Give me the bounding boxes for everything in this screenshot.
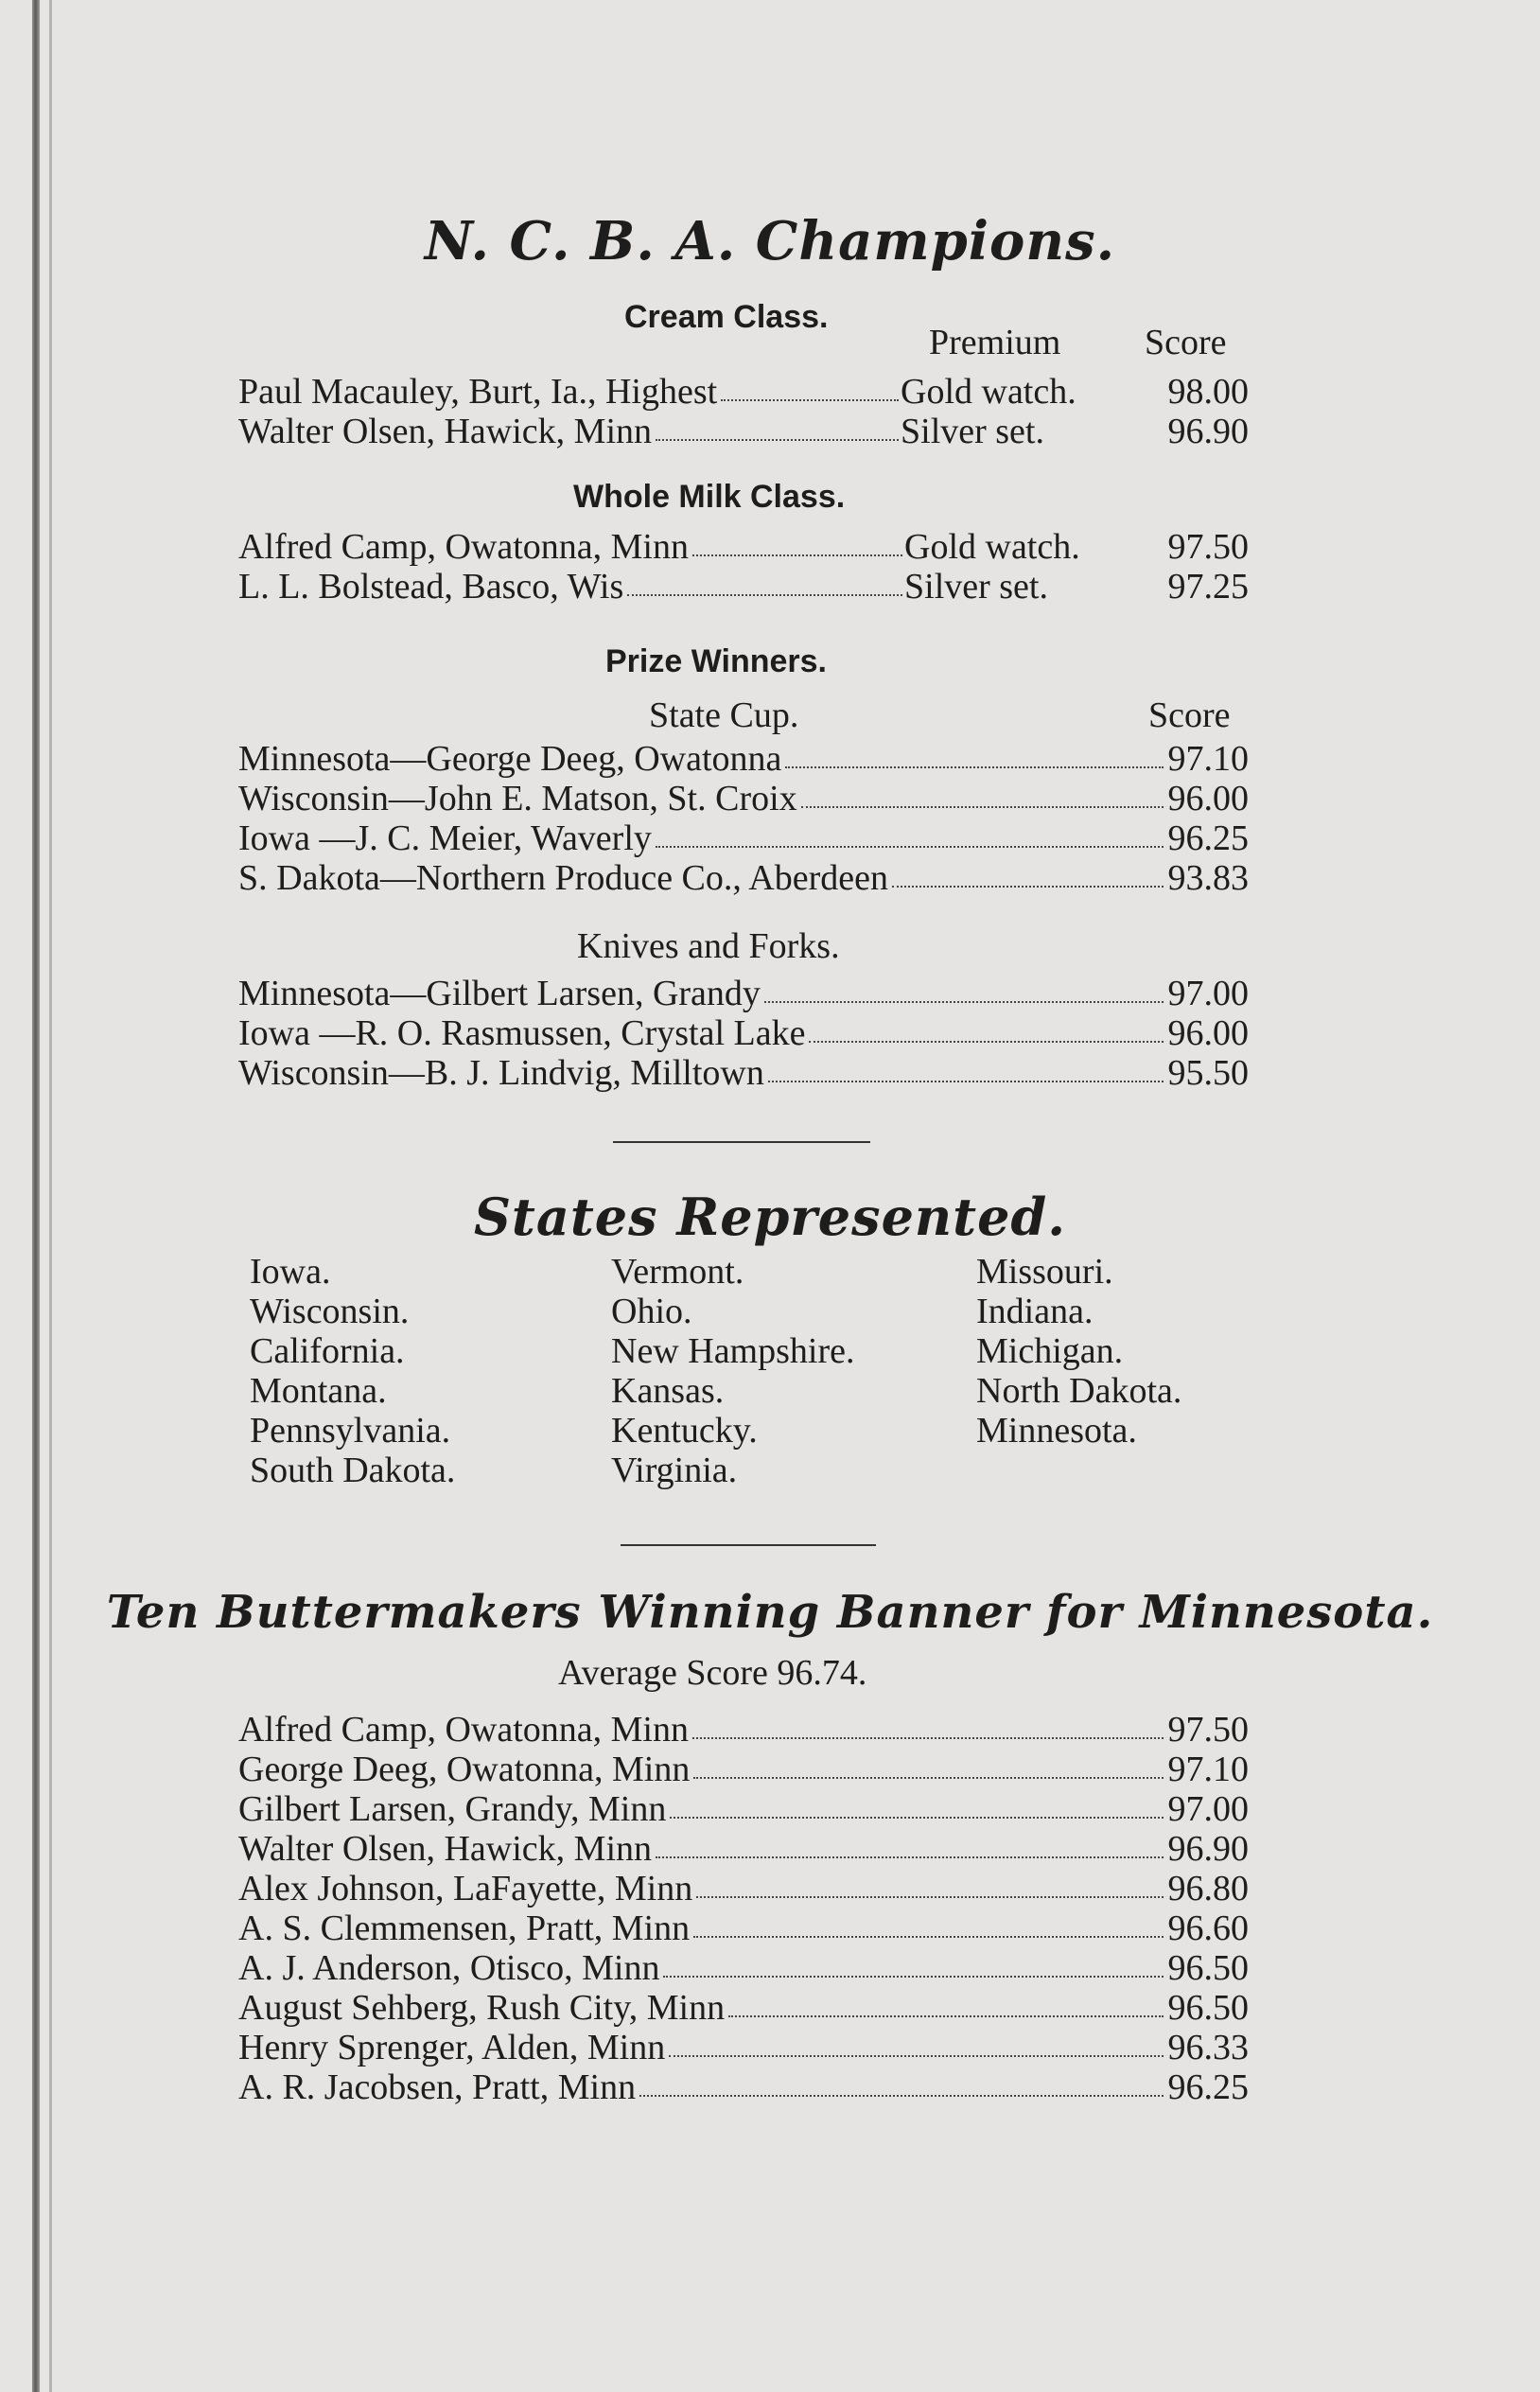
entry-name: Iowa —J. C. Meier, Waverly xyxy=(238,818,652,858)
list-item xyxy=(238,1788,1249,1832)
list-item xyxy=(238,1749,1249,1792)
average-score: Average Score 96.74. xyxy=(558,1653,867,1693)
state-item: Kentucky. xyxy=(611,1411,758,1451)
score-column-header: Score xyxy=(1145,323,1227,362)
list-item xyxy=(238,1987,1249,2031)
entry-score: 96.90 xyxy=(1167,412,1249,451)
state-cup-label: State Cup. xyxy=(649,695,799,735)
state-item: California. xyxy=(250,1331,405,1371)
entry-score: 96.00 xyxy=(1167,779,1249,818)
entry-premium: Gold watch. xyxy=(901,372,1076,412)
dot-leader xyxy=(696,1896,1164,1898)
state-item: Wisconsin. xyxy=(250,1292,410,1331)
entry-name: Minnesota—Gilbert Larsen, Grandy xyxy=(238,974,761,1013)
dot-leader xyxy=(663,1976,1164,1978)
dot-leader xyxy=(892,886,1164,888)
entry-score: 96.50 xyxy=(1167,1948,1249,1988)
entry-score: 97.25 xyxy=(1167,567,1249,607)
state-item: North Dakota. xyxy=(976,1371,1182,1411)
entry-name: Wisconsin—John E. Matson, St. Croix xyxy=(238,779,797,818)
entry-score: 97.00 xyxy=(1167,1789,1249,1829)
entry-score: 97.50 xyxy=(1167,1710,1249,1750)
ten-buttermakers-title: Ten Buttermakers Winning Banner for Minnesota. xyxy=(106,1586,1434,1639)
entry-score: 98.00 xyxy=(1167,372,1249,412)
entry-score: 96.50 xyxy=(1167,1988,1249,2028)
list-item xyxy=(238,857,1249,901)
state-item: Indiana. xyxy=(976,1292,1094,1331)
list-item xyxy=(238,1908,1249,1951)
dot-leader xyxy=(656,1856,1164,1858)
dot-leader xyxy=(692,1737,1164,1739)
entry-name: George Deeg, Owatonna, Minn xyxy=(238,1750,691,1789)
entry-score: 96.25 xyxy=(1167,818,1249,858)
entry-score: 96.33 xyxy=(1167,2028,1249,2067)
states-represented-title: States Represented. xyxy=(473,1187,1067,1247)
state-item: New Hampshire. xyxy=(611,1331,855,1371)
list-item xyxy=(238,818,1249,861)
entry-name: A. S. Clemmensen, Pratt, Minn xyxy=(238,1908,691,1948)
dot-leader xyxy=(809,1041,1164,1043)
entry-name: August Sehberg, Rush City, Minn xyxy=(238,1988,726,2028)
state-item: Vermont. xyxy=(611,1252,744,1292)
state-item: Minnesota. xyxy=(976,1411,1137,1451)
list-item xyxy=(238,1947,1249,1991)
state-item: Kansas. xyxy=(611,1371,725,1411)
entry-premium: Gold watch. xyxy=(904,527,1080,567)
entry-name: S. Dakota—Northern Produce Co., Aberdeen xyxy=(238,858,889,898)
prize-winners-heading: Prize Winners. xyxy=(605,643,827,679)
list-item xyxy=(238,1012,1249,1056)
list-item xyxy=(238,1868,1249,1911)
state-item: Pennsylvania. xyxy=(250,1411,451,1451)
list-item xyxy=(238,1709,1249,1752)
entry-premium: Silver set. xyxy=(901,412,1044,451)
entry-name: Gilbert Larsen, Grandy, Minn xyxy=(238,1789,667,1829)
state-item: Ohio. xyxy=(611,1292,692,1331)
dot-leader xyxy=(768,1081,1164,1082)
entry-name: Alfred Camp, Owatonna, Minn xyxy=(238,1710,689,1750)
dot-leader xyxy=(627,594,902,596)
entry-premium: Silver set. xyxy=(904,567,1048,607)
premium-column-header: Premium xyxy=(929,323,1061,362)
entry-score: 97.10 xyxy=(1167,739,1249,779)
entry-name: Walter Olsen, Hawick, Minn xyxy=(238,412,652,451)
section-divider-1 xyxy=(613,1141,870,1143)
entry-score: 97.50 xyxy=(1167,527,1249,567)
dot-leader xyxy=(656,439,899,441)
cream-class-heading: Cream Class. xyxy=(624,299,829,335)
state-item: Virginia. xyxy=(611,1451,738,1490)
list-item xyxy=(238,2067,1249,2110)
list-item xyxy=(238,526,1249,570)
list-item xyxy=(238,2027,1249,2070)
state-item: Iowa. xyxy=(250,1252,331,1292)
dot-leader xyxy=(692,554,902,556)
dot-leader xyxy=(670,1817,1164,1819)
state-item: Michigan. xyxy=(976,1331,1124,1371)
dot-leader xyxy=(764,1001,1164,1003)
state-item: Missouri. xyxy=(976,1252,1113,1292)
champions-title: N. C. B. A. Champions. xyxy=(424,210,1116,273)
list-item xyxy=(238,411,1249,454)
entry-score: 96.25 xyxy=(1167,2067,1249,2107)
list-item xyxy=(238,1828,1249,1872)
dot-leader xyxy=(693,1777,1164,1779)
list-item xyxy=(238,973,1249,1016)
state-item: South Dakota. xyxy=(250,1451,456,1490)
whole-milk-class-heading: Whole Milk Class. xyxy=(573,479,846,515)
dot-leader xyxy=(801,806,1164,808)
dot-leader xyxy=(669,2055,1164,2057)
entry-score: 95.50 xyxy=(1167,1053,1249,1093)
dot-leader xyxy=(656,846,1164,848)
entry-name: Iowa —R. O. Rasmussen, Crystal Lake xyxy=(238,1013,806,1053)
entry-name: Wisconsin—B. J. Lindvig, Milltown xyxy=(238,1053,764,1093)
entry-score: 96.00 xyxy=(1167,1013,1249,1053)
entry-name: Henry Sprenger, Alden, Minn xyxy=(238,2028,666,2067)
dot-leader xyxy=(728,2015,1164,2017)
dot-leader xyxy=(785,766,1164,768)
entry-name: Walter Olsen, Hawick, Minn xyxy=(238,1829,652,1869)
entry-name: Paul Macauley, Burt, Ia., Highest xyxy=(238,372,718,412)
dot-leader xyxy=(693,1936,1164,1938)
state-item: Montana. xyxy=(250,1371,387,1411)
knives-forks-label: Knives and Forks. xyxy=(577,926,840,966)
section-divider-2 xyxy=(621,1544,876,1546)
entry-score: 97.00 xyxy=(1167,974,1249,1013)
entry-name: Alfred Camp, Owatonna, Minn xyxy=(238,527,689,567)
dot-leader xyxy=(639,2095,1164,2097)
entry-name: Alex Johnson, LaFayette, Minn xyxy=(238,1869,693,1908)
list-item xyxy=(238,738,1249,782)
dot-leader xyxy=(721,399,899,401)
entry-score: 96.60 xyxy=(1167,1908,1249,1948)
list-item xyxy=(238,1052,1249,1096)
entry-score: 93.83 xyxy=(1167,858,1249,898)
state-cup-score-header: Score xyxy=(1148,695,1231,735)
list-item xyxy=(238,566,1249,609)
entry-score: 96.90 xyxy=(1167,1829,1249,1869)
entry-score: 97.10 xyxy=(1167,1750,1249,1789)
list-item xyxy=(238,778,1249,821)
entry-name: Minnesota—George Deeg, Owatonna xyxy=(238,739,782,779)
entry-name: L. L. Bolstead, Basco, Wis xyxy=(238,567,624,607)
entry-name: A. J. Anderson, Otisco, Minn xyxy=(238,1948,660,1988)
list-item xyxy=(238,371,1249,414)
entry-score: 96.80 xyxy=(1167,1869,1249,1908)
entry-name: A. R. Jacobsen, Pratt, Minn xyxy=(238,2067,637,2107)
